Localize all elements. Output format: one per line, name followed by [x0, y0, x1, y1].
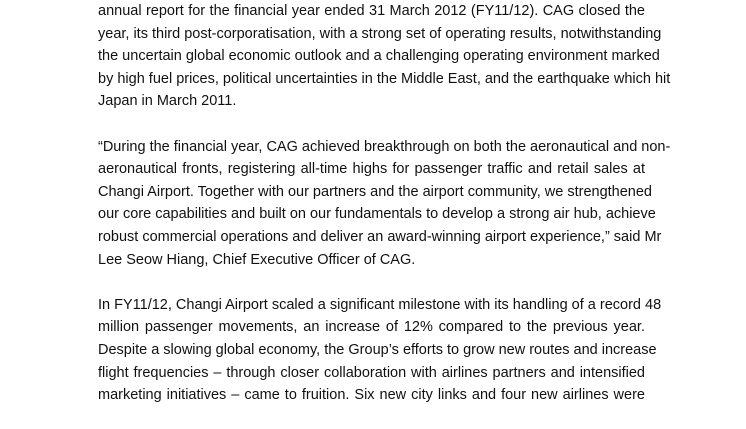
text-line: annual report for the financial year ended 31 March 2012 (FY11/12). CAG closed the — [98, 3, 645, 19]
text-line: million passenger movements, an increase of 12% compared to the previous year. — [98, 319, 645, 336]
paragraph-passenger-milestone — [98, 294, 662, 407]
document-page — [98, 0, 671, 429]
text-line: by high fuel prices, political uncertainties in the Middle East, and the earthquake which hit — [98, 70, 671, 87]
text-line: In FY11/12, Changi Airport scaled a significant milestone with its handling of a record 48 — [98, 296, 662, 313]
text-line: our core capabilities and built on our fundamentals to develop a strong air hub, achieve — [98, 206, 656, 223]
text-line: Changi Airport. Together with our partners and the airport community, we strengthened — [98, 183, 652, 200]
text-line: flight frequencies – through closer collaboration with airlines partners and intensified — [98, 364, 645, 381]
paragraph-annual-report — [98, 0, 671, 113]
text-line: robust commercial operations and deliver an award-winning airport experience,” said Mr — [98, 228, 662, 245]
text-line: the uncertain global economic outlook and a challenging operating environment marked — [98, 48, 660, 65]
text-line: Japan in March 2011. — [98, 93, 237, 110]
text-line: Lee Seow Hiang, Chief Executive Officer of CAG. — [98, 251, 416, 268]
text-line: “During the financial year, CAG achieved breakthrough on both the aeronautical and non- — [98, 138, 671, 155]
text-line: Despite a slowing global economy, the Group’s efforts to grow new routes and increase — [98, 341, 657, 358]
paragraph-ceo-quote — [98, 136, 671, 272]
text-line: aeronautical fronts, registering all-time highs for passenger traffic and retail sales at — [98, 161, 645, 178]
text-line: marketing initiatives – came to fruition. Six new city links and four new airlines were — [98, 387, 645, 404]
text-line: year, its third post-corporatisation, with a strong set of operating results, notwithstanding — [98, 25, 662, 42]
